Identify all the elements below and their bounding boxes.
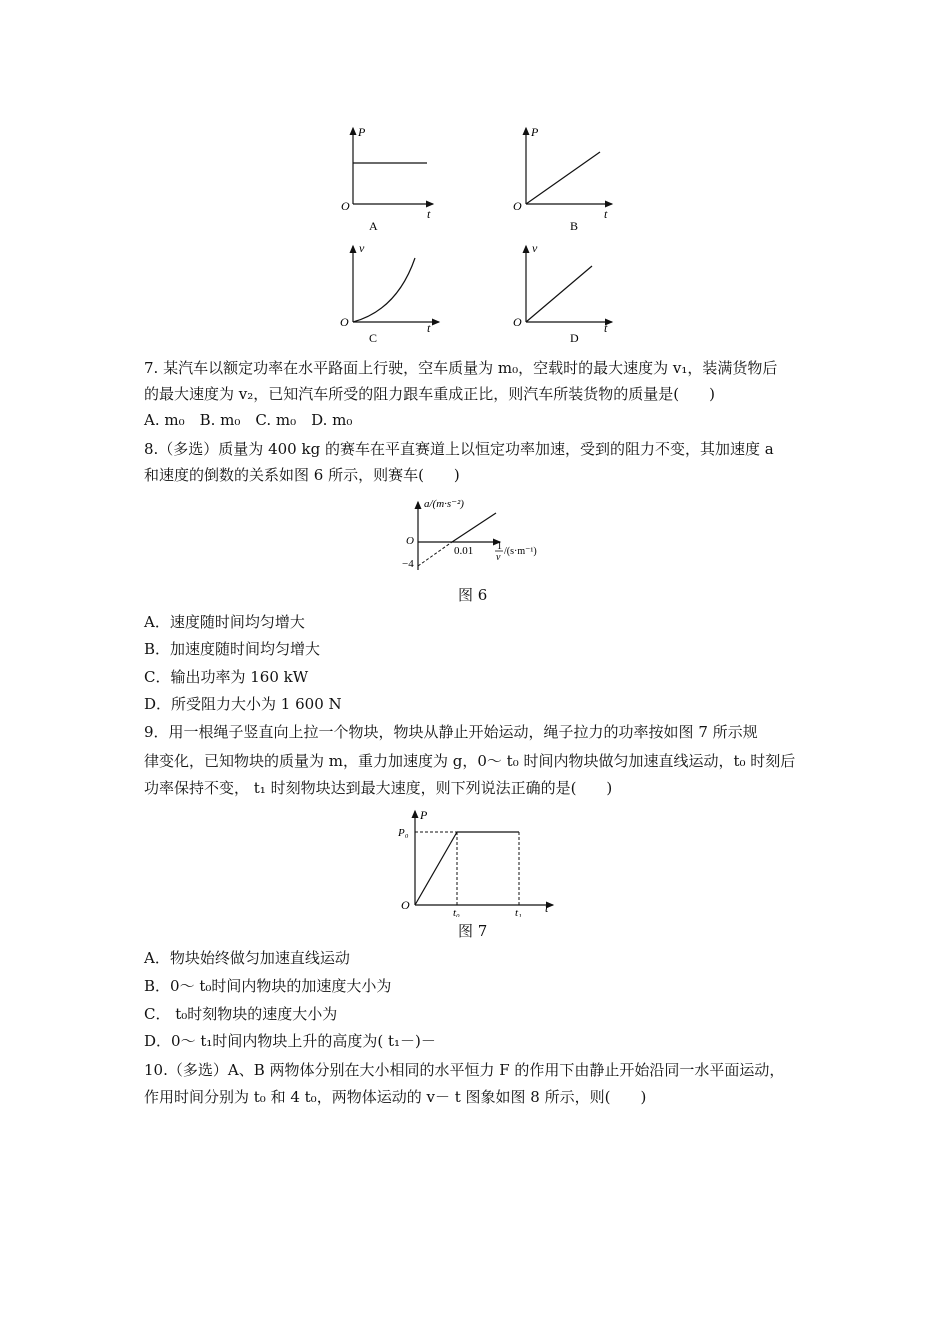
q7-options: A. m₀ B. m₀ C. m₀ D. m₀ bbox=[144, 411, 353, 429]
x-label: t bbox=[604, 321, 608, 335]
y-label: P bbox=[531, 125, 539, 139]
q8-option-d: D．所受阻力大小为 1 600 N bbox=[144, 695, 342, 713]
q9-option-d: D．0～ t₁时间内物块上升的高度为( t₁－)－ bbox=[144, 1032, 436, 1050]
q8-option-b: B．加速度随时间均匀增大 bbox=[144, 640, 321, 658]
graph-a bbox=[335, 122, 435, 232]
figure-6 bbox=[372, 494, 562, 574]
t1-label: t₁ bbox=[515, 907, 522, 917]
x-label: t bbox=[545, 901, 549, 915]
q9-line3: 功率保持不变， t₁ 时刻物块达到最大速度，则下列说法正确的是( ) bbox=[144, 779, 613, 797]
origin: O bbox=[340, 315, 349, 329]
q8-line2: 和速度的倒数的关系如图 6 所示，则赛车( ) bbox=[144, 466, 460, 484]
figure-6-caption: 图 6 bbox=[458, 586, 488, 604]
q10-line1: 10.（多选）A、B 两物体分别在大小相同的水平恒力 F 的作用下由静止开始沿同一水平面运动， bbox=[144, 1061, 785, 1079]
x-axis-label: /(s·m⁻¹) bbox=[504, 546, 537, 557]
x-intercept-label: 0.01 bbox=[454, 545, 474, 557]
q9-option-b: B．0～ t₀时间内物块的加速度大小为 bbox=[144, 977, 392, 995]
origin: O bbox=[513, 315, 522, 329]
origin: O bbox=[401, 898, 410, 912]
q9-option-a: A．物块始终做匀加速直线运动 bbox=[144, 949, 350, 967]
q8-option-c: C．输出功率为 160 kW bbox=[144, 668, 309, 686]
q7-line2: 的最大速度为 v₂，已知汽车所受的阻力跟车重成正比，则汽车所装货物的质量是( ) bbox=[144, 385, 715, 403]
q7-line1: 7. 某汽车以额定功率在水平路面上行驶，空车质量为 m₀，空载时的最大速度为 v₁，装满货物后 bbox=[144, 359, 778, 377]
caption: B bbox=[570, 219, 579, 232]
y-intercept-label: −4 bbox=[402, 558, 414, 570]
q10-line2: 作用时间分别为 t₀ 和 4 t₀，两物体运动的 v－ t 图象如图 8 所示，则( ) bbox=[144, 1088, 647, 1106]
figure-7 bbox=[395, 805, 565, 917]
x-label: t bbox=[604, 207, 608, 221]
q9-line2: 律变化，已知物块的质量为 m，重力加速度为 g，0～ t₀ 时间内物块做匀加速直线运动，t₀ 时刻后 bbox=[144, 752, 796, 770]
graph-d bbox=[508, 240, 618, 345]
y-label: P bbox=[420, 808, 428, 822]
figure-7-caption: 图 7 bbox=[458, 922, 488, 940]
x-label: t bbox=[427, 321, 431, 335]
caption: A bbox=[369, 219, 378, 232]
caption: D bbox=[570, 331, 579, 345]
caption: C bbox=[369, 331, 378, 345]
t0-label: t₀ bbox=[453, 907, 460, 917]
origin: O bbox=[341, 199, 350, 213]
y-label: v bbox=[532, 241, 538, 255]
origin: O bbox=[406, 535, 414, 547]
q8-line1: 8.（多选）质量为 400 kg 的赛车在平直赛道上以恒定功率加速，受到的阻力不变，其加速度 a bbox=[144, 440, 774, 458]
p0-label: P₀ bbox=[398, 827, 409, 839]
x-label: t bbox=[427, 207, 431, 221]
y-axis-label: a/(m·s⁻²) bbox=[424, 498, 464, 510]
q9-line1: 9．用一根绳子竖直向上拉一个物块，物块从静止开始运动，绳子拉力的功率按如图 7 所示规 bbox=[144, 723, 758, 741]
origin: O bbox=[513, 199, 522, 213]
x-frac-num: 1 bbox=[497, 541, 502, 552]
y-label: v bbox=[359, 241, 365, 255]
graph-c bbox=[335, 240, 445, 345]
graph-b bbox=[508, 122, 618, 232]
x-frac-den: v bbox=[496, 552, 501, 563]
q8-option-a: A．速度随时间均匀增大 bbox=[144, 613, 305, 631]
q9-option-c: C． t₀时刻物块的速度大小为 bbox=[144, 1005, 338, 1023]
y-label: P bbox=[358, 125, 366, 139]
